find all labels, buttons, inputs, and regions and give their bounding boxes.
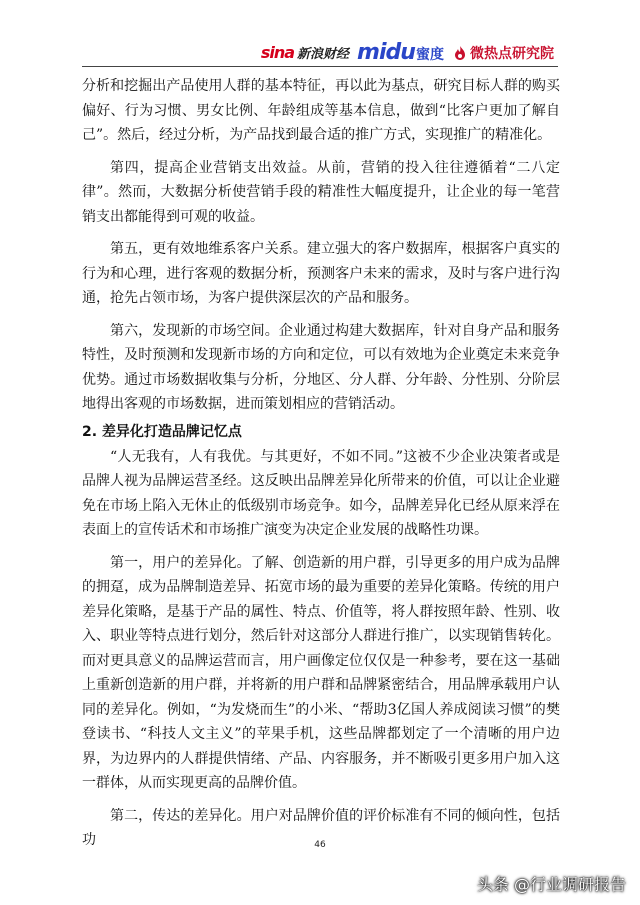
weiredian-logo-text: 微热点研究院 [470, 45, 554, 62]
sina-finance-logo [261, 43, 349, 62]
body-paragraph: 第一，用户的差异化。了解、创造新的用户群，引导更多的用户成为品牌的拥趸，成为品牌制造差异、拓宽市场的最为重要的差异化策略。传统的用户差异化策略，是基于产品的属性、特点、价值等，将人群按照年龄、性别、收入、职业等特点进行划分，然后针对这部分人群进行推广，以实现销售转化。而对更具意义的品牌运营而言，用户画像定位仅仅是一种参考，要在这一基础上重新创造新的用户群，并将新的用户群和品牌紧密结合，用品牌承载用户认同的差异化。例如，“为发烧而生”的小米、“帮助3亿国人养成阅读习惯”的樊登读书、“科技人文主义”的苹果手机，这些品牌都划定了一个清晰的用户边界，为边界内的人群提供情绪、产品、内容服务，并不断吸引更多用户加入这一群体，从而实现更高的品牌价值。 [82, 554, 560, 791]
body-paragraph: 第五，更有效地维系客户关系。建立强大的客户数据库，根据客户真实的行为和心理，进行客观的数据分析，预测客户未来的需求，及时与客户进行沟通，抢先占领市场，为客户提供深层次的产品和服务。 [82, 241, 560, 306]
watermark: 头条 @行业调研报告 [476, 875, 626, 894]
sina-logo-text: 新浪财经 [297, 47, 350, 62]
sina-logo-mark: sina [260, 43, 295, 62]
page-header [0, 0, 640, 70]
body-paragraph: 分析和挖掘出产品使用人群的基本特征，再以此为基点，研究目标人群的购买偏好、行为习惯、男女比例、年龄组成等基本信息，做到“比客户更加了解自己”。然后，经过分析，为产品找到最合适的推广方式，实现推广的精准化。 [82, 78, 560, 143]
body-paragraph: 第六，发现新的市场空间。企业通过构建大数据库，针对自身产品和服务特性，及时预测和发现新市场的方向和定位，可以有效地为企业奠定未来竞争优势。通过市场数据收集与分析，分地区、分人群、分年龄、分性别、分阶层地得出客观的市场数据，进而策划相应的营销活动。 [82, 322, 560, 412]
midu-logo [357, 40, 444, 65]
header-logos [261, 40, 554, 65]
section-heading: 2. 差异化打造品牌记忆点 [82, 423, 242, 440]
flame-icon [452, 45, 468, 61]
midu-logo-text: 蜜度 [416, 47, 444, 63]
body-paragraph: 第二，传达的差异化。用户对品牌价值的评价标准有不同的倾向性，包括功 [82, 807, 560, 848]
page-number: 46 [314, 840, 326, 850]
body-paragraph: “人无我有，人有我优。与其更好，不如不同。”这被不少企业决策者或是品牌人视为品牌运营圣经。这反映出品牌差异化所带来的价值，可以让企业避免在市场上陷入无休止的低级别市场竞争。如今，品牌差异化已经从原来浮在表面上的宣传话术和市场推广演变为决定企业发展的战略性功课。 [82, 448, 560, 538]
weiredian-logo [452, 43, 554, 63]
header-divider [82, 66, 558, 67]
document-body [82, 74, 560, 853]
midu-logo-mark: midu [357, 40, 415, 65]
body-paragraph: 第四，提高企业营销支出效益。从前，营销的投入往往遵循着“二八定律”。然而，大数据分析使营销手段的精准性大幅度提升，让企业的每一笔营销支出都能得到可观的收益。 [82, 159, 560, 225]
